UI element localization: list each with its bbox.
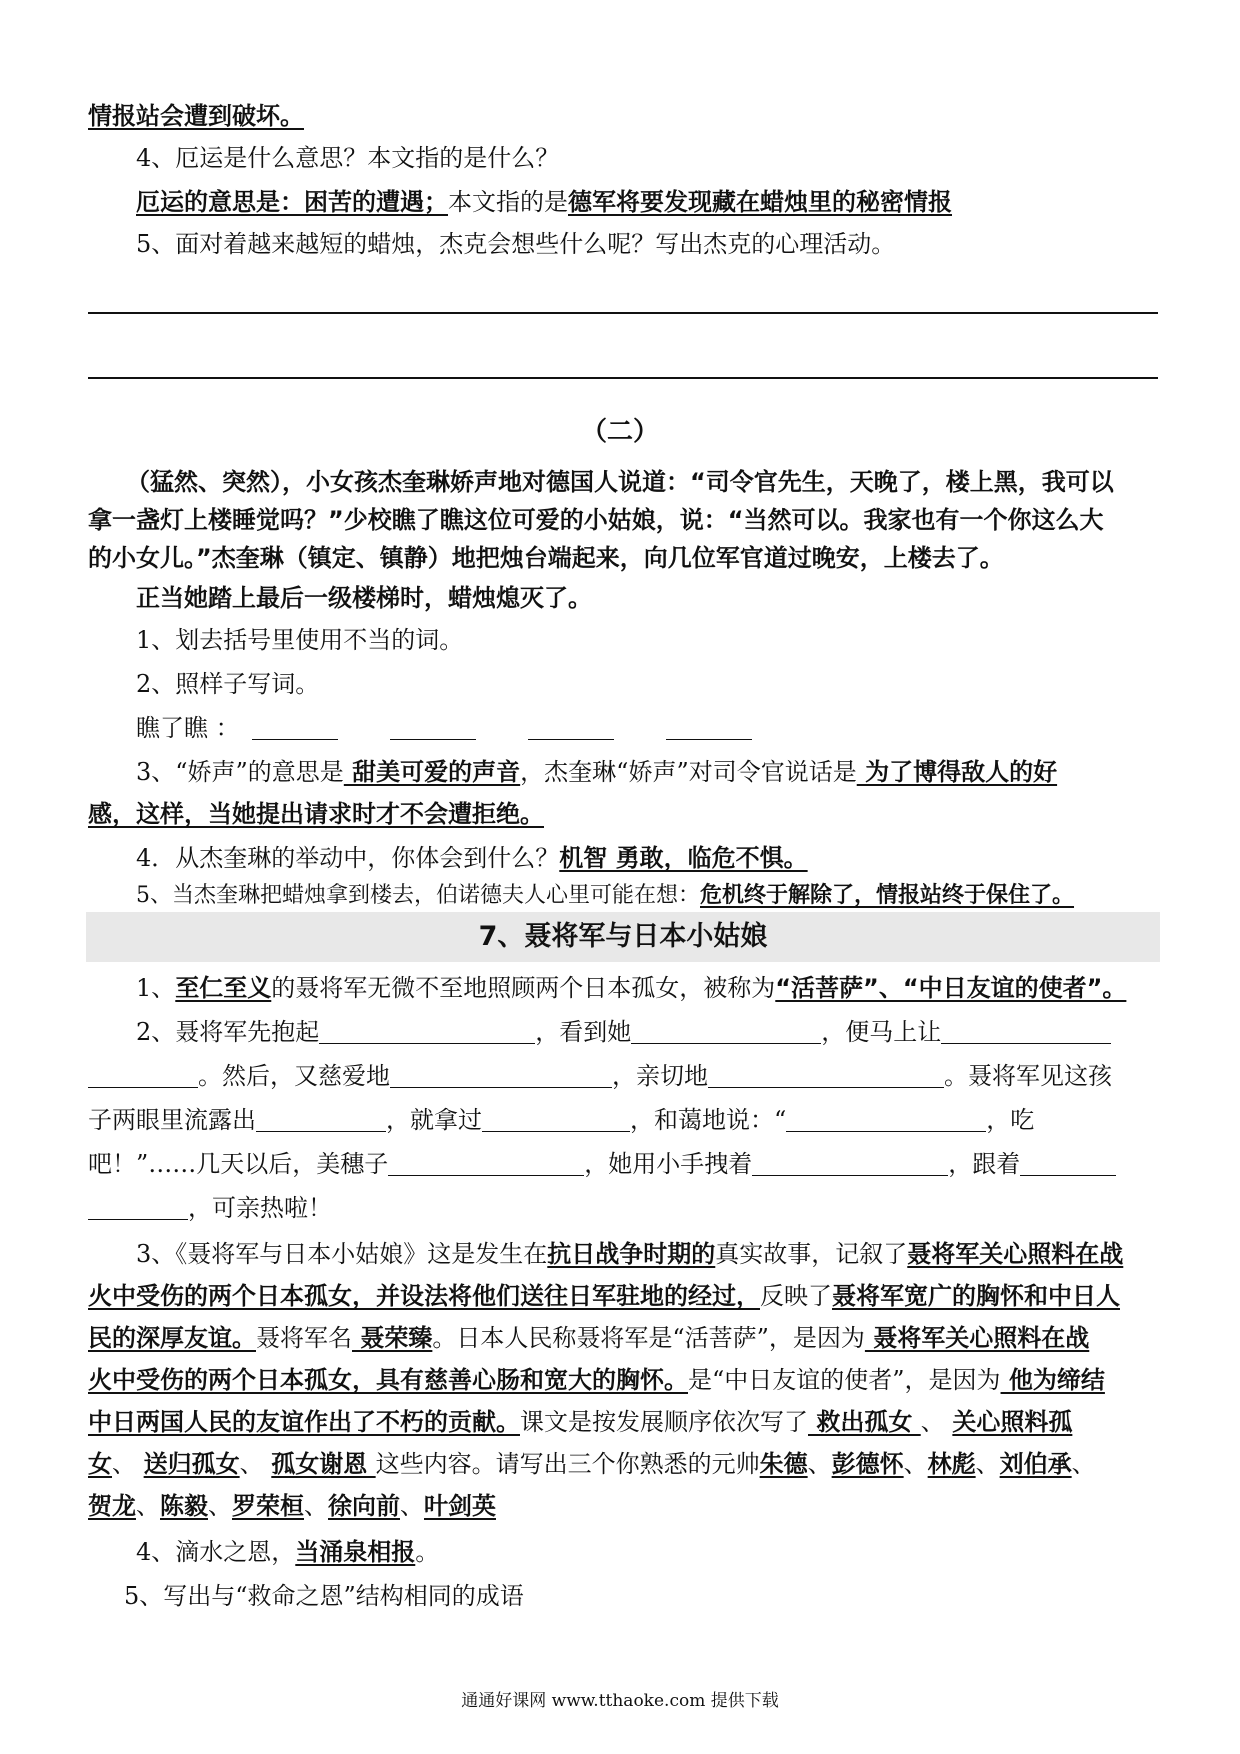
question-text: ，跟着: [948, 1150, 1021, 1178]
answer-blank[interactable]: [88, 1059, 198, 1088]
question-text: 、: [136, 1492, 160, 1520]
question-text: ，她用小手拽着: [584, 1150, 753, 1178]
answer-blank[interactable]: [708, 1059, 944, 1088]
question-text: 4、滴水之恩，: [136, 1538, 296, 1566]
answer-blank[interactable]: [666, 711, 752, 740]
answer-text: 火中受伤的两个日本孤女，具有慈善心肠和宽大的胸怀。: [88, 1366, 688, 1394]
question-text: 这些内容。请写出三个你熟悉的元帅: [375, 1450, 760, 1478]
question-1: 1、划去括号里使用不当的词。: [136, 626, 464, 654]
answer-text: 林彪: [927, 1450, 976, 1478]
answer-text: 送归孤女: [143, 1450, 240, 1478]
question-2-line: [88, 1098, 1158, 1142]
answer-blank[interactable]: [88, 1191, 188, 1220]
question-text: 吧！”……几天以后，美穗子: [88, 1150, 389, 1178]
answer-text: 火中受伤的两个日本孤女，并设法将他们送往日军驻地的经过，: [88, 1282, 760, 1310]
question-text: 。: [415, 1538, 440, 1566]
answer-blank[interactable]: [482, 1103, 630, 1132]
question-3-line: [88, 1442, 1158, 1486]
question-text: 、: [239, 1450, 272, 1478]
question-text: 4．从杰奎琳的举动中，你体会到什么？: [136, 844, 560, 872]
lesson-title: 7、聂将军与日本小姑娘: [86, 912, 1160, 962]
answer-text: 聂将军宽广的胸怀和中日人: [832, 1282, 1120, 1310]
passage-line: 拿一盏灯上楼睡觉吗？”少校瞧了瞧这位可爱的小姑娘，说：“当然可以。我家也有一个你这么大: [88, 506, 1104, 534]
answer-text: 危机终于解除了，情报站终于保住了。: [700, 883, 1075, 908]
answer-text: 孤女谢恩: [271, 1450, 376, 1478]
question-text: ，和蔼地说：“: [630, 1106, 787, 1134]
question-3-line: [88, 1358, 1158, 1402]
answer-text: “活菩萨”、“中日友谊的使者”。: [775, 974, 1127, 1002]
question-4: 4、厄运是什么意思？本文指的是什么？: [136, 144, 560, 172]
passage-line: （猛然、突然），小女孩杰奎琳娇声地对德国人说道：“司令官先生，天晚了，楼上黑，我可以: [126, 468, 1114, 496]
answer-text: 当涌泉相报: [295, 1538, 416, 1566]
question-text: ，亲切地: [612, 1062, 708, 1090]
footer: 通通好课网 www.tthaoke.com 提供下载: [461, 1691, 779, 1711]
answer-rule: [88, 377, 1158, 379]
answer-text: 他为缔结: [1000, 1366, 1105, 1394]
question-1: [88, 966, 1206, 1010]
question-text: 、: [903, 1450, 928, 1478]
question-text: 。日本人民称聂将军是“活菩萨”，是因为: [432, 1324, 865, 1352]
answer-text: 徐向前: [328, 1492, 400, 1520]
answer-text: 中日两国人民的友谊作出了不朽的贡献。: [88, 1408, 520, 1436]
answer-text: 甜美可爱的声音: [343, 758, 521, 786]
answer-rule: [88, 312, 1158, 314]
question-text: 3、《聂将军与日本小姑娘》这是发生在: [136, 1240, 548, 1268]
question-text: 3、“娇声”的意思是: [136, 758, 344, 786]
question-text: 的聂将军无微不至地照顾两个日本孤女，被称为: [271, 974, 776, 1002]
question-2: 2、照样子写词。: [136, 670, 320, 698]
question-2: [88, 1010, 1206, 1054]
question-3-line: [88, 1274, 1158, 1318]
question-3: [88, 750, 1206, 794]
question-text: 1、: [136, 974, 176, 1002]
answer-4: [88, 180, 1206, 224]
question-text: 。聂将军见这孩: [944, 1062, 1112, 1090]
question-text: 课文是按发展顺序依次写了: [520, 1408, 808, 1436]
answer-blank[interactable]: [256, 1103, 386, 1132]
question-text: ，便马上让: [821, 1018, 942, 1046]
answer-blank[interactable]: [752, 1147, 948, 1176]
answer-text: 刘伯承: [999, 1450, 1072, 1478]
question-text: 、: [208, 1492, 232, 1520]
question-5: 5、面对着越来越短的蜡烛，杰克会想些什么呢？写出杰克的心理活动。: [136, 230, 896, 258]
answer-text: 聂将军关心照料在战: [864, 1324, 1090, 1352]
question-text: ，就拿过: [386, 1106, 482, 1134]
question-5: 5、写出与“救命之恩”结构相同的成语: [124, 1582, 524, 1610]
answer-blank[interactable]: [388, 1147, 584, 1176]
question-text: ，吃: [986, 1106, 1035, 1134]
answer-text: 机智 勇敢，临危不惧。: [559, 844, 808, 872]
question-text: 、: [807, 1450, 832, 1478]
question-3: [88, 1232, 1206, 1276]
answer-text: 为了博得敌人的好: [856, 758, 1058, 786]
question-3-line: [88, 1400, 1158, 1444]
question-2-example: [88, 706, 1206, 750]
question-2-line: [88, 1186, 1158, 1230]
answer-text: 抗日战争时期的: [547, 1240, 716, 1268]
answer-text: 聂荣臻: [352, 1324, 433, 1352]
question-3-line: [88, 1316, 1158, 1360]
passage-line: 正当她踏上最后一级楼梯时，蜡烛熄灭了。: [136, 584, 592, 612]
answer-blank[interactable]: [390, 711, 476, 740]
answer-text: 罗荣桓: [232, 1492, 304, 1520]
answer-text: 德军将要发现藏在蜡烛里的秘密情报: [568, 188, 952, 216]
answer-line: 情报站会遭到破坏。: [88, 102, 304, 130]
question-text: 子两眼里流露出: [88, 1106, 256, 1134]
answer-text: 至仁至义: [175, 974, 272, 1002]
answer-text: 民的深厚友谊。: [88, 1324, 256, 1352]
question-3-line: [88, 1484, 1158, 1528]
question-text: 、: [975, 1450, 1000, 1478]
answer-blank[interactable]: [786, 1103, 986, 1132]
example-word: 瞧了瞧 ：: [136, 714, 240, 742]
answer-text: 陈毅: [160, 1492, 208, 1520]
question-4: [88, 1530, 1206, 1574]
answer-text: 救出孤女: [808, 1408, 921, 1436]
answer-blank[interactable]: [941, 1015, 1111, 1044]
question-text: 、: [1071, 1450, 1096, 1478]
question-2-line: [88, 1054, 1158, 1098]
question-text: 、: [304, 1492, 328, 1520]
question-text: 5、当杰奎琳把蜡烛拿到楼去，伯诺德夫人心里可能在想：: [136, 883, 700, 908]
answer-text: 本文指的是: [448, 188, 568, 216]
question-text: 真实故事，记叙了: [715, 1240, 908, 1268]
answer-text: 彭德怀: [831, 1450, 904, 1478]
answer-blank[interactable]: [390, 1059, 612, 1088]
answer-text: 聂将军关心照料在战: [907, 1240, 1124, 1268]
question-text: ，看到她: [535, 1018, 632, 1046]
question-text: 聂将军名: [256, 1324, 352, 1352]
question-text: ，杰奎琳“娇声”对司令官说话是: [520, 758, 857, 786]
answer-blank[interactable]: [528, 711, 614, 740]
answer-text: 朱德: [759, 1450, 808, 1478]
question-text: 是“中日友谊的使者”，是因为: [688, 1366, 1001, 1394]
answer-blank[interactable]: [631, 1015, 821, 1044]
question-2-line: [88, 1142, 1158, 1186]
answer-text: 贺龙: [88, 1492, 136, 1520]
question-text: 。然后，又慈爱地: [198, 1062, 390, 1090]
answer-blank[interactable]: [252, 711, 338, 740]
answer-text: 叶剑英: [424, 1492, 496, 1520]
question-text: 2、聂将军先抱起: [136, 1018, 320, 1046]
question-text: 反映了: [760, 1282, 832, 1310]
answer-text: 厄运的意思是：困苦的遭遇；: [136, 188, 448, 216]
question-text: 、: [920, 1408, 953, 1436]
answer-text: 女: [88, 1450, 112, 1478]
question-text: 、: [400, 1492, 424, 1520]
section-title: （二）: [580, 417, 659, 447]
answer-text: 关心照料孤: [952, 1408, 1073, 1436]
answer-text: 感，这样，当她提出请求时才不会遭拒绝。: [88, 800, 544, 828]
passage-line: 的小女儿。”杰奎琳（镇定、镇静）地把烛台端起来，向几位军官道过晚安，上楼去了。: [88, 544, 1004, 572]
answer-blank[interactable]: [1020, 1147, 1116, 1176]
question-text: ，可亲热啦！: [188, 1194, 332, 1222]
answer-blank[interactable]: [319, 1015, 535, 1044]
question-text: 、: [112, 1450, 144, 1478]
